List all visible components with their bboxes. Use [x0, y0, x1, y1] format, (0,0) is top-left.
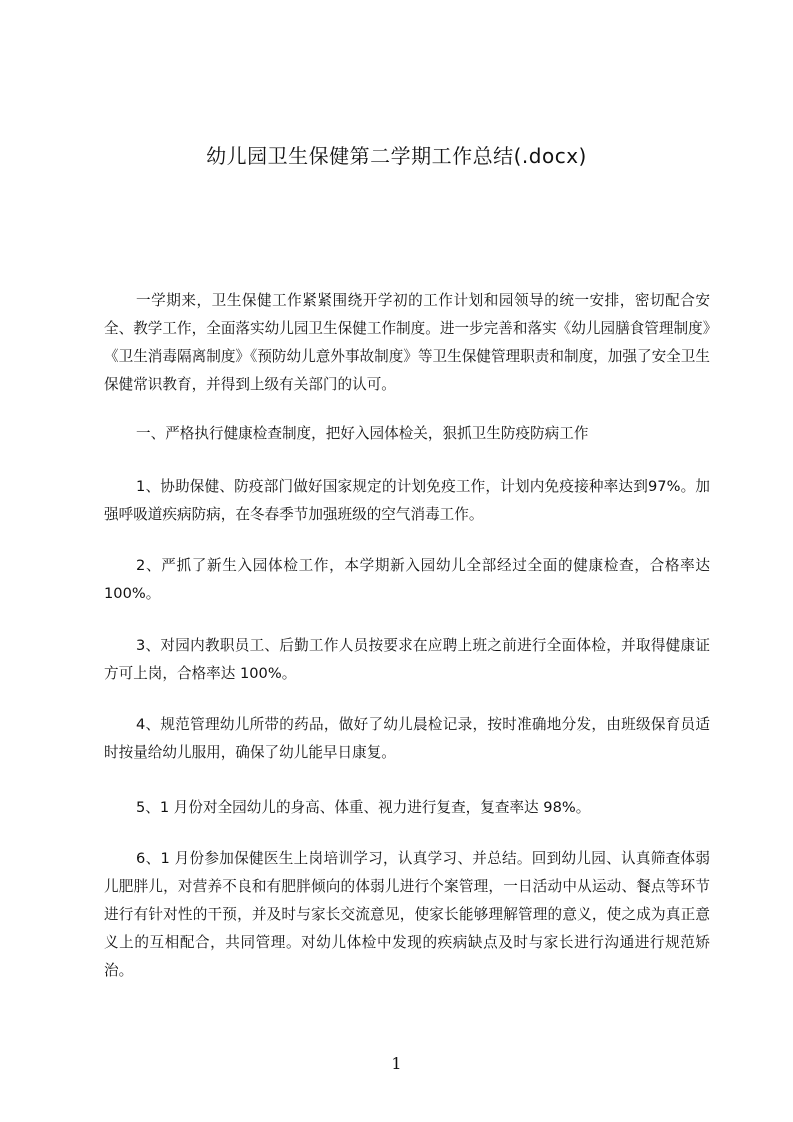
list-item-6: 6、1 月份参加保健医生上岗培训学习，认真学习、并总结。回到幼儿园、认真筛查体弱儿肥胖儿，对营养不良和有肥胖倾向的体弱儿进行个案管理，一日活动中从运动、餐点等环节进行有针对性的干预，并及时与家长交流意见，使家长能够理解管理的意义，使之成为真正意义上的互相配合，共同管理。对幼儿体检中发现的疾病缺点及时与家长进行沟通进行规范矫治。: [104, 850, 710, 979]
list-item-3: 3、对园内教职员工、后勤工作人员按要求在应聘上班之前进行全面体检，并取得健康证方可上岗，合格率达 100%。: [104, 637, 710, 682]
document-title: 幼儿园卫生保健第二学期工作总结(.docx): [206, 144, 587, 168]
list-item-1: 1、协助保健、防疫部门做好国家规定的计划免疫工作，计划内免疫接种率达到97%。加强呼吸道疾病防病，在冬春季节加强班级的空气消毒工作。: [104, 478, 710, 523]
list-item-4: 4、规范管理幼儿所带的药品，做好了幼儿晨检记录，按时准确地分发，由班级保育员适时按量给幼儿服用，确保了幼儿能早日康复。: [104, 716, 710, 761]
page-number: 1: [391, 1054, 402, 1073]
section-heading: 一、严格执行健康检查制度，把好入园体检关，狠抓卫生防疫防病工作: [136, 425, 589, 442]
list-item-2: 2、严抓了新生入园体检工作，本学期新入园幼儿全部经过全面的健康检查，合格率达 100%。: [104, 557, 710, 602]
list-item-5: 5、1 月份对全园幼儿的身高、体重、视力进行复查，复查率达 98%。: [136, 799, 591, 816]
intro-paragraph: 一学期来，卫生保健工作紧紧围绕开学初的工作计划和园领导的统一安排，密切配合安全、教学工作，全面落实幼儿园卫生保健工作制度。进一步完善和落实《幼儿园膳食管理制度》《卫生消毒隔离制度》《预防幼儿意外事故制度》等卫生保健管理职责和制度，加强了安全卫生保健常识教育，并得到上级有关部门的认可。: [104, 292, 710, 393]
